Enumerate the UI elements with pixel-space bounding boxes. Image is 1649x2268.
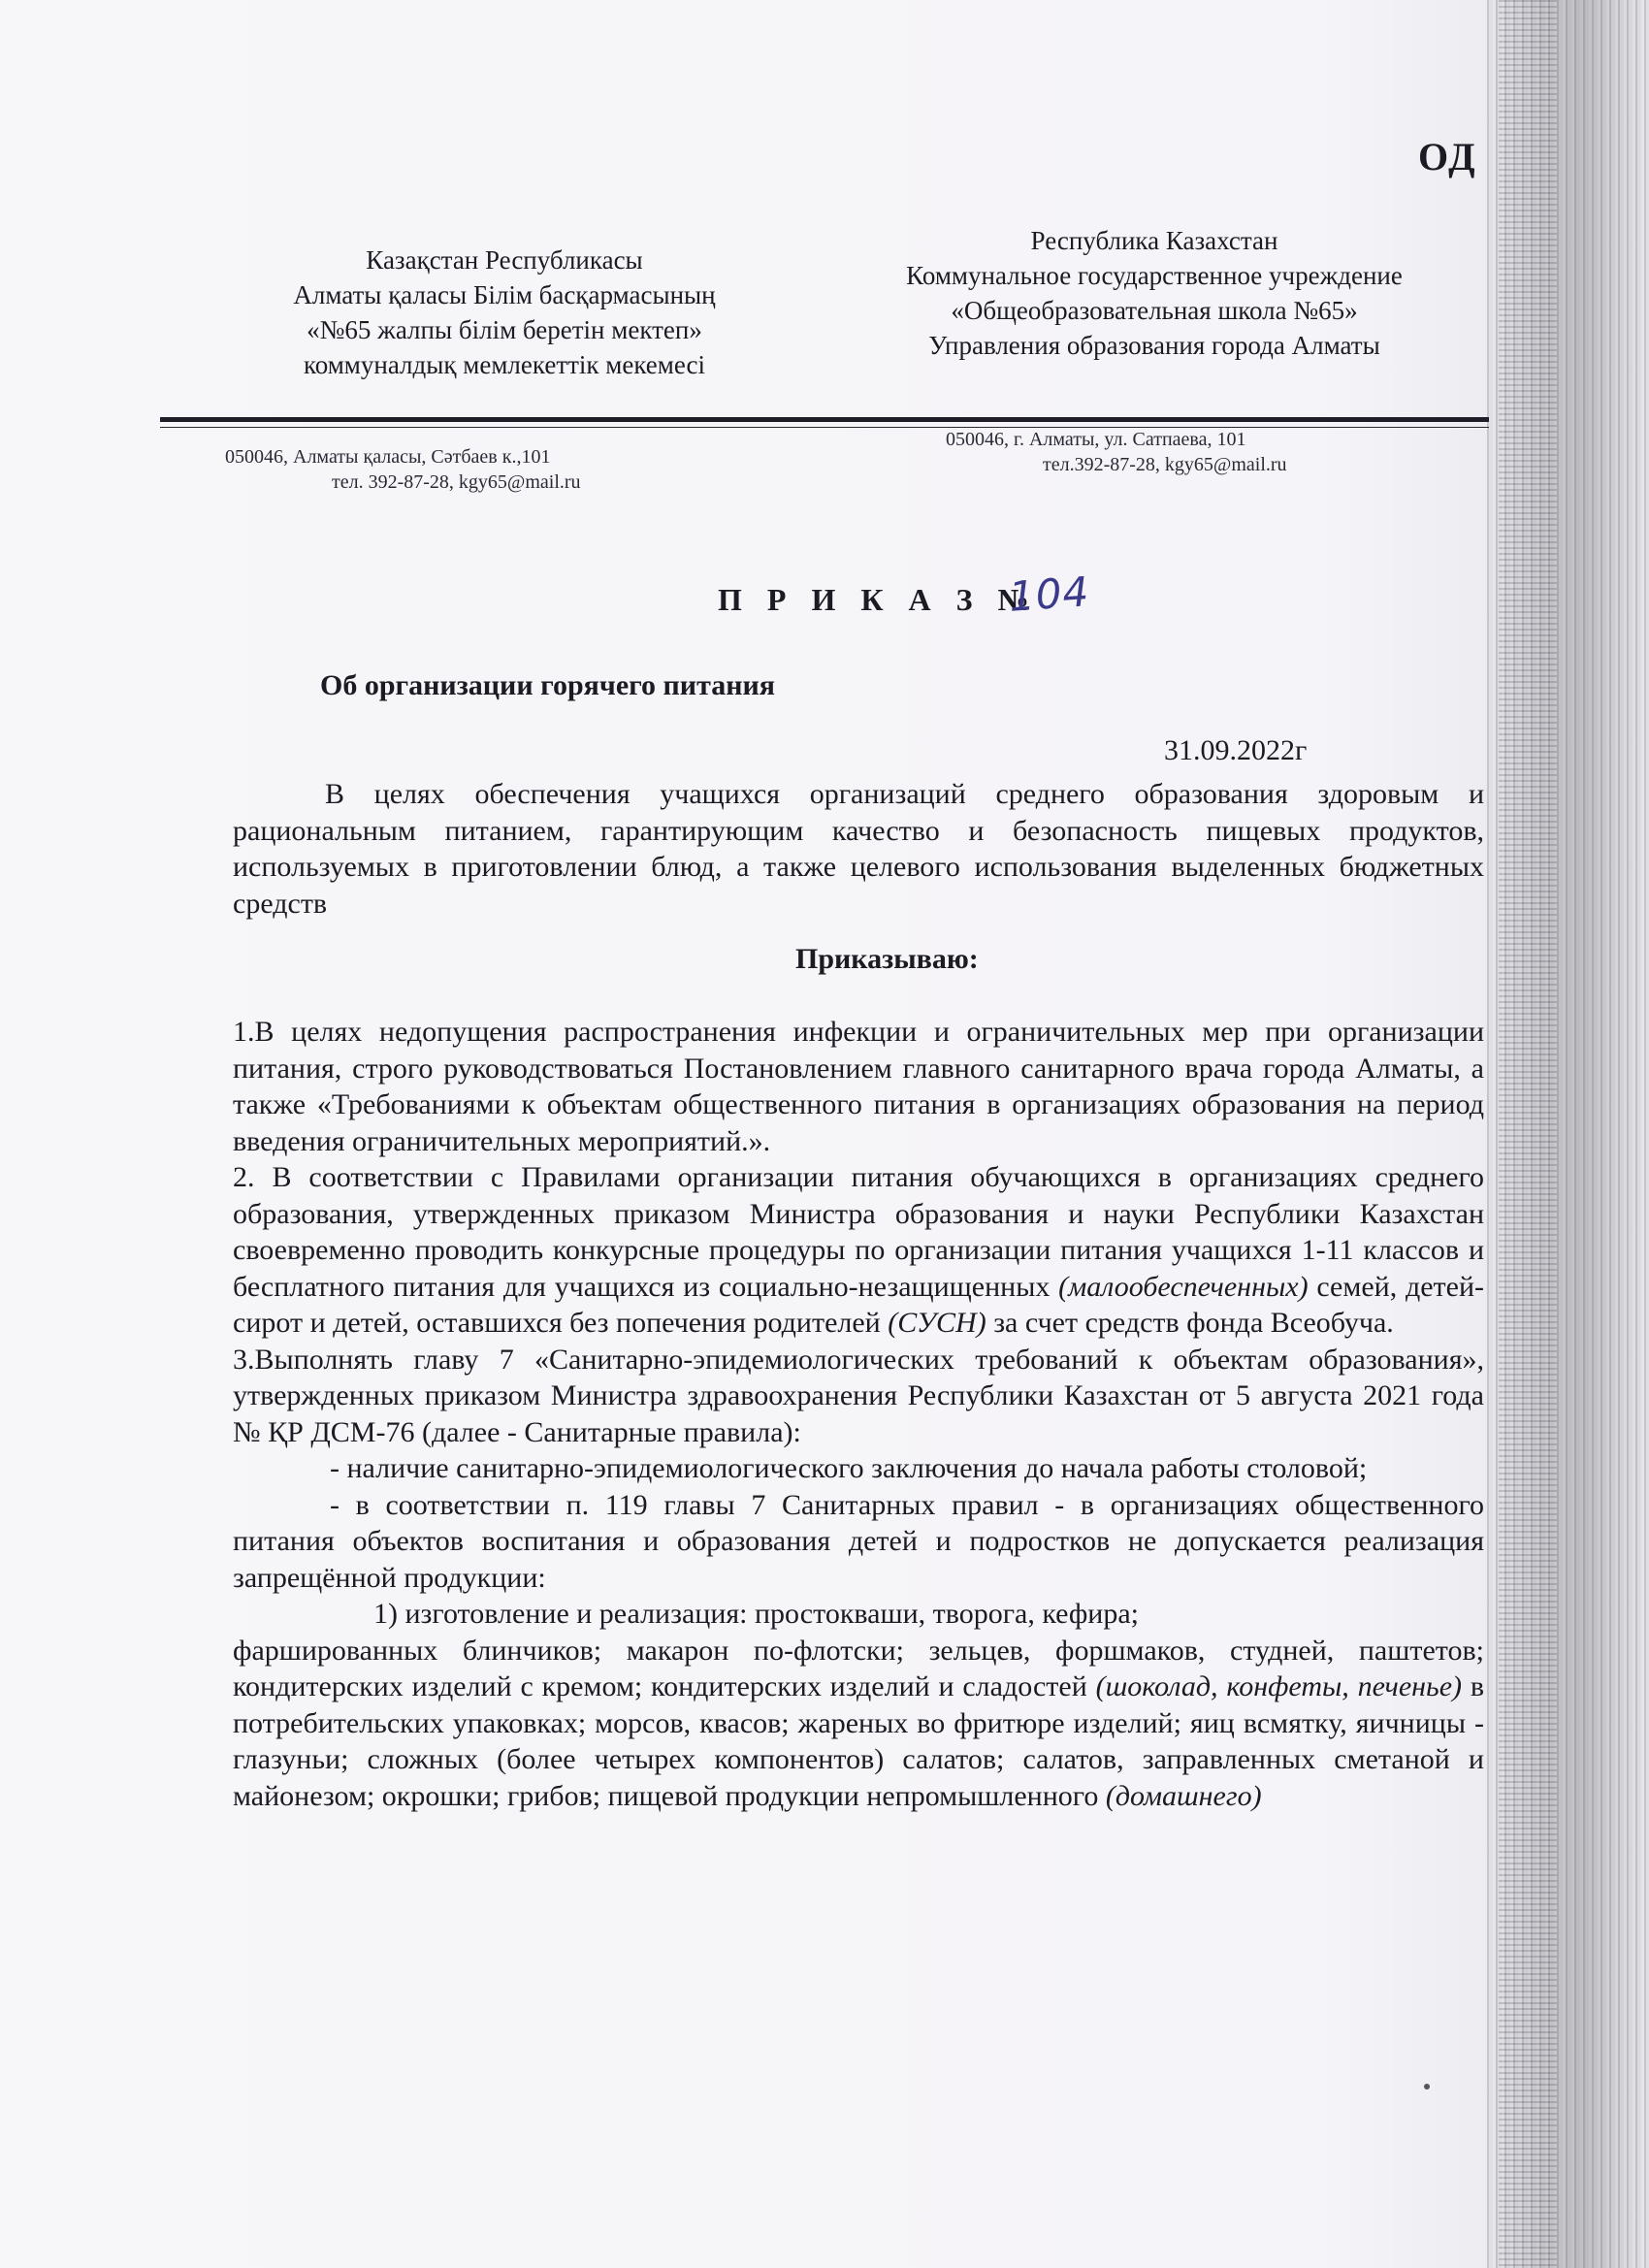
item-2-emphasis-2: (СУСН) [888,1307,986,1339]
header-divider-thick [160,417,1489,422]
item-3-sub-1: - наличие санитарно-эпидемиологического заключения до начала работы столовой; [330,1452,1368,1484]
item-2-text-c: за счет средств фонда Всеобуча. [993,1307,1394,1339]
item-3: 3.Выполнять главу 7 «Санитарно-эпидемиологических требований к объектам образования», утвержденных приказом Министра здравоохранения Республики Казахстан от 5 августа 2021 года № ҚР ДСМ-76 (далее - Санитарные правила): [233,1343,1484,1448]
header-right-line: Управления образования города Алматы [928,331,1380,360]
header-left-line: коммуналдық мемлекеттік мекемесі [303,350,706,379]
ink-dot [1424,2084,1430,2090]
order-subject: Об организации горячего питания [320,669,775,701]
header-right-line: Республика Казахстан [1030,226,1278,255]
intro-paragraph [233,776,1484,922]
order-items [233,1014,1484,1814]
list-emphasis-1: (шоколад, конфеты, печенье) [1095,1670,1463,1702]
order-heading: Приказываю: [795,943,979,975]
item-2-emphasis-1: (малообеспеченных) [1058,1270,1309,1303]
item-2-text-a: 2. В соответствии с Правилами организации питания обучающихся в организациях среднего образования, утвержденных приказом Министра образования и науки Республики Казахстан своевременно проводить конкурсные процедуры по организации питания учащихся 1-11 классов и бесплатного питания для учащихся из социально-незащищенных [233,1161,1484,1303]
address-left-line: 050046, Алматы қаласы, Сәтбаев к.,101 [225,446,551,468]
order-date: 31.09.2022г [1164,734,1308,766]
item-3-list-1-cont [233,1633,1484,1815]
item-3-list-1: 1) изготовление и реализация: простокваши, творога, кефира; [373,1598,1139,1630]
address-right-line: 050046, г. Алматы, ул. Сатпаева, 101 [946,429,1246,450]
address-right-contacts: тел.392-87-28, kgy65@mail.ru [1043,454,1287,475]
header-right-line: «Общеобразовательная школа №65» [951,296,1358,325]
header-left-line: Казақстан Республикасы [366,245,643,275]
header-left-line: «№65 жалпы білім беретін мектеп» [307,315,702,344]
header-right-line: Коммунальное государственное учреждение [906,261,1403,290]
header-left-kazakh [213,243,795,382]
address-left-contacts: тел. 392-87-28, kgy65@mail.ru [332,471,581,493]
header-left-line: Алматы қаласы Білім басқармасының [293,280,716,309]
handwritten-order-number: 104 [1007,567,1091,621]
item-2 [233,1159,1484,1342]
item-2-text-b: семей, детей-сирот и детей, оставшихся без попечения родителей [233,1270,1485,1339]
list-text-b: в потребительских упаковках; морсов, квасов; жареных во фритюре изделий; яиц всмятку, яичницы - глазуньи; сложных (более четырех компонентов) салатов; салатов, заправленных сметаной и майонезом; окрошки; грибов; пищевой продукции непромышленного [233,1670,1485,1812]
list-text-a: фаршированных блинчиков; макарон по-флотски; зельцев, форшмаков, студней, паштетов; кондитерских изделий с кремом; кондитерских изделий и сладостей [233,1634,1484,1702]
order-title: П Р И К А З № [718,582,1038,617]
address-left [225,444,681,495]
od-mark: ОД [1418,135,1477,178]
intro-text: В целях обеспечения учащихся организаций среднего образования здоровым и рациональным питанием, гарантирующим качество и безопасность пищевых продуктов, используемых в приготовлении блюд, а также целевого использования выделенных бюджетных средств [233,778,1484,920]
item-1: 1.В целях недопущения распространения инфекции и ограничительных мер при организации питания, строго руководствоваться Постановлением главного санитарного врача города Алматы, а также «Требованиями к объектам общественного питания в организациях образования на период введения ограничительных мероприятий.». [233,1016,1484,1157]
header-right-russian [834,223,1474,363]
list-emphasis-2: (домашнего) [1105,1779,1262,1812]
address-right [946,427,1402,477]
scan-edge-stripes [1499,0,1557,2268]
item-3-sub-2: - в соответствии п. 119 главы 7 Санитарных правил - в организациях общественного питания объектов воспитания и образования детей и подростков не допускается реализация запрещённой продукции: [233,1488,1484,1594]
